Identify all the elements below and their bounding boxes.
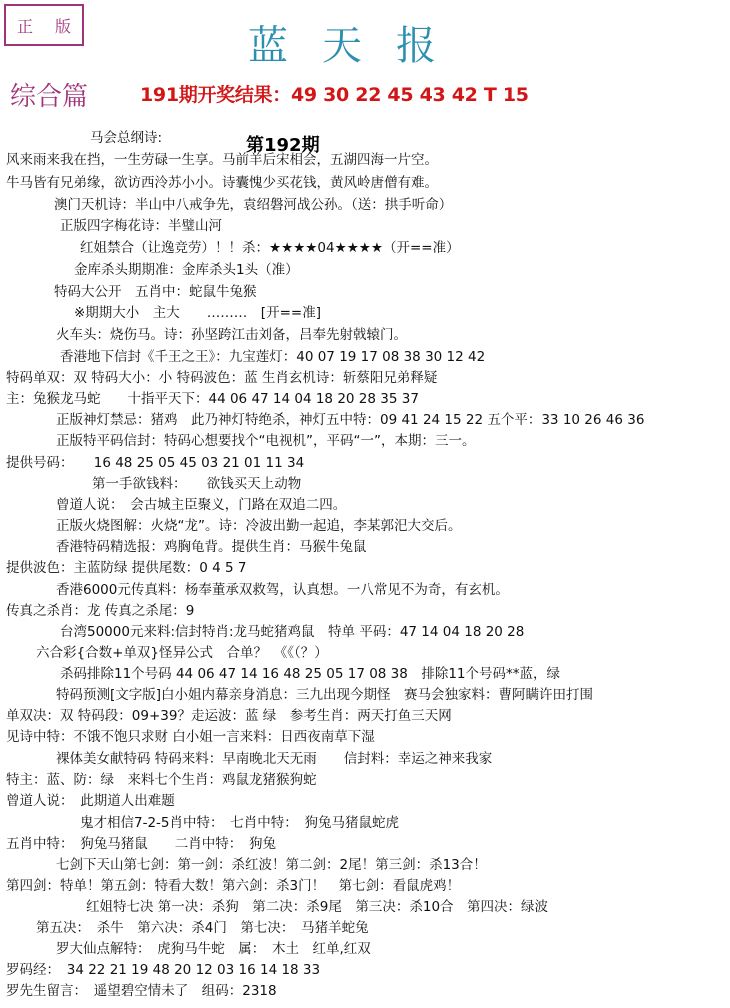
text-line: 杀码排除11个号码 44 06 47 14 16 48 25 05 17 08 38 排除11个号码**蓝，绿	[60, 666, 561, 682]
text-line: 第一手欲钱料： 欲钱买天上动物	[92, 476, 302, 492]
section-label: 综合篇	[10, 82, 89, 112]
text-line: 特码单双：双 特码大小：小 特码波色：蓝 生肖玄机诗：斩蔡阳兄弟释疑	[6, 370, 438, 386]
text-line: 见诗中特：不饿不饱只求财 白小姐一言来料：日西夜南草下湿	[6, 729, 375, 745]
text-line: 红姐特七决 第一决：杀狗 第二决：杀9尾 第三决：杀10合 第四决：绿波	[86, 899, 549, 915]
text-line: 正版火烧图解：火烧“龙”。诗：冷波出勤一起追，李某郭汜大交后。	[56, 518, 462, 534]
text-line: 罗先生留言： 遥望碧空情未了 组码：2318	[6, 983, 277, 999]
text-line: 香港地下信封《千王之王》：九宝莲灯：40 07 19 17 08 38 30 12 42	[60, 349, 486, 365]
stamp-char-left: 正	[16, 16, 33, 36]
text-line: 正版四字梅花诗：半璧山河	[60, 218, 222, 234]
text-line: 香港特码精选报：鸡胸龟背。提供生肖：马猴牛兔鼠	[56, 539, 367, 555]
text-line: 台湾50000元来料:信封特肖:龙马蛇猪鸡鼠 特单 平码：47 14 04 18 20 28	[60, 624, 525, 640]
issue-number: 第192期	[246, 135, 320, 156]
text-line: 罗码经： 34 22 21 19 48 20 12 03 16 14 18 33	[6, 962, 321, 978]
text-line: 曾道人说： 会古城主臣聚义，门路在双追二四。	[56, 497, 347, 513]
text-line: 正版特平码信封：特码心想要找个“电视机”，平码“一”，本期：三一。	[56, 433, 476, 449]
text-line: 特主：蓝、防：绿 来料七个生肖：鸡鼠龙猪猴狗蛇	[6, 772, 317, 788]
text-line: ※期期大小 主大 ……… [开==准]	[74, 305, 321, 321]
text-line: 特码大公开 五肖中：蛇鼠牛兔猴	[54, 284, 257, 300]
text-line: 提供号码： 16 48 25 05 45 03 21 01 11 34	[6, 455, 305, 471]
text-line: 正版神灯禁忌：猪鸡 此乃神灯特绝杀，神灯五中特：09 41 24 15 22 五个平：33 10 26 46 36	[56, 412, 645, 428]
genuine-stamp	[4, 4, 84, 46]
text-line: 第五决： 杀牛 第六决：杀4门 第七决： 马猪羊蛇兔	[36, 920, 369, 936]
stamp-char-right: 版	[54, 16, 71, 36]
text-line: 提供波色：主蓝防绿 提供尾数：0 4 5 7	[6, 560, 247, 576]
text-line: 六合彩{合数+单双}怪异公式 合单？ 《《（？）	[36, 645, 328, 661]
text-line: 第四剑：特单！第五剑：特看大数！第六剑：杀3门！ 第七剑：看鼠虎鸡！	[6, 878, 461, 894]
text-line: 金库杀头期期准：金库杀头1头（准）	[74, 262, 299, 278]
text-line: 特码预测[文字版]白小姐内幕亲身消息：三九出现今期怪 赛马会独家料：曹阿瞒许田打围	[56, 687, 594, 703]
text-line: 火车头：烧伤马。诗：孙坚跨江击刘备，吕奉先射戟辕门。	[56, 327, 407, 343]
text-line: 裸体美女献特码 特码来料：早南晚北天无雨 信封料：幸运之神来我家	[56, 751, 493, 767]
text-line: 传真之杀肖：龙 传真之杀尾：9	[6, 603, 195, 619]
text-line: 五肖中特： 狗兔马猪鼠 二肖中特： 狗兔	[6, 836, 276, 852]
text-line: 鬼才相信7-2-5肖中特： 七肖中特： 狗兔马猪鼠蛇虎	[80, 815, 400, 831]
text-line: 风来雨来我在挡，一生劳碌一生享。马前羊后宋相会，五湖四海一片空。	[6, 152, 438, 168]
text-line: 曾道人说： 此期道人出难题	[6, 793, 175, 809]
text-line: 单双决：双 特码段：09+39？走运波：蓝 绿 参考生肖：两天打鱼三天网	[6, 708, 452, 724]
text-line: 主：兔猴龙马蛇 十指平天下：44 06 47 14 04 18 20 28 35 37	[6, 391, 419, 407]
newspaper-title: 蓝天报	[248, 23, 470, 69]
text-line: 马会总纲诗:	[90, 130, 163, 146]
text-line: 七剑下天山第七剑：第一剑：杀红波！第二剑：2尾！第三剑：杀13合！	[56, 857, 487, 873]
text-line: 澳门天机诗：半山中八戒争先，袁绍磐河战公孙。（送：拱手听命）	[54, 197, 453, 213]
text-line: 红姐禁合（让逸竞劳）！！杀：★★★★04★★★★（开==准）	[80, 240, 460, 256]
text-line: 罗大仙点解特： 虎狗马牛蛇 属： 木土 红单,红双	[56, 941, 371, 957]
text-line: 香港6000元传真料：杨奉董承双救驾，认真想。一八常见不为奇，有玄机。	[56, 582, 509, 598]
text-line: 牛马皆有兄弟缘，欲访西泠苏小小。诗囊愧少买花钱，黄风岭唐僧有难。	[6, 175, 438, 191]
previous-result: 191期开奖结果：49 30 22 45 43 42 T 15	[140, 84, 529, 106]
